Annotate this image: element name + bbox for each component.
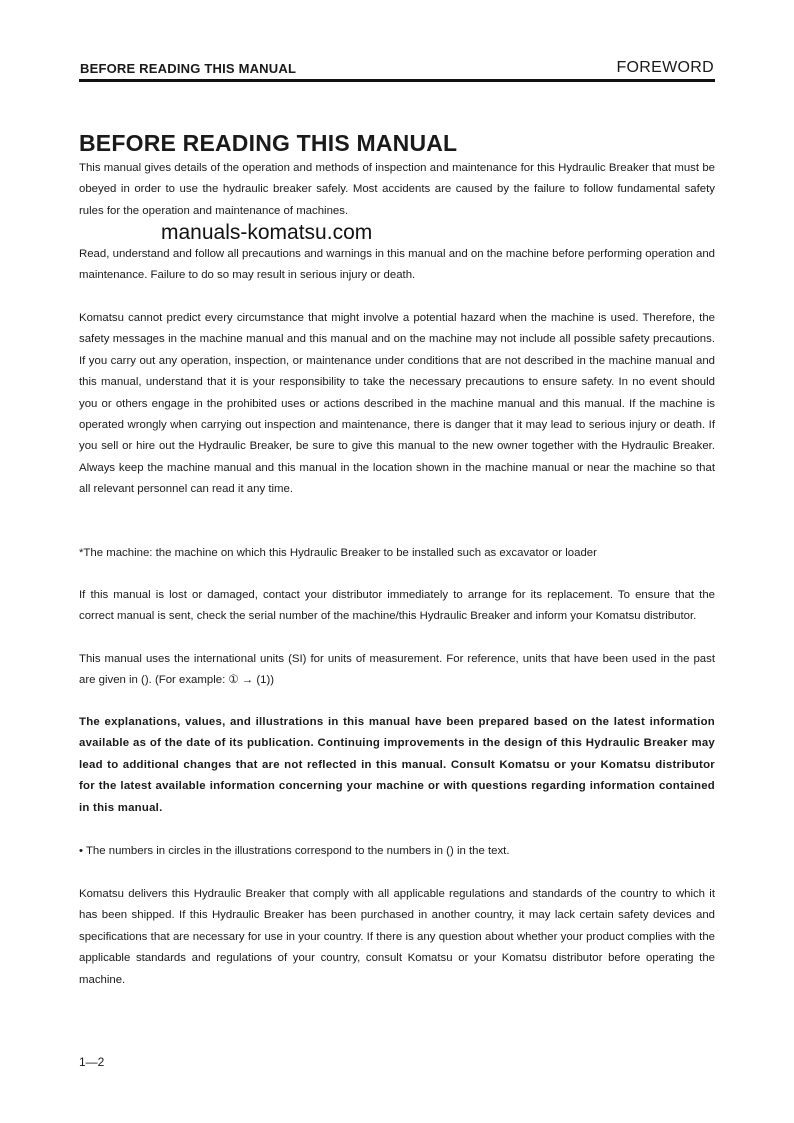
paragraph-units: This manual uses the international units (SI) for units of measurement. For reference, units that have been used in the past are given in (). (For example: ① → (1)) [79,653,715,687]
paragraph-regulations: Komatsu delivers this Hydraulic Breaker that comply with all applicable regulations and standards of the country to which it has been shipped. If this Hydraulic Breaker has been purchased in another country, it may lack certain safety devices and specifications that are necessary for use in your country. If there is any question about whether your product complies with the applicable standards and regulations of your country, consult Komatsu or your Komatsu distributor before operating the machine. [79,888,715,986]
running-header-section-title: BEFORE READING THIS MANUAL [80,61,297,76]
paragraph-machine-definition: *The machine: the machine on which this Hydraulic Breaker to be installed such as excavator or loader [79,547,597,559]
paragraph-hazard-circumstances: Komatsu cannot predict every circumstance that might involve a potential hazard when the machine is used. Therefore, the safety messages in the machine manual and this manual and on the machine may not include all possible safety precautions. If you carry out any operation, inspection, or maintenance under conditions that are not described in the machine manual and this manual, understand that it is your responsibility to take the necessary precautions to ensure safety. In no event should you or others engage in the prohibited uses or actions described in the machine manual and this manual. If the machine is operated wrongly when carrying out inspection and maintenance, there is danger that it may lead to serious injury or death. If you sell or hire out the Hydraulic Breaker, be sure to give this manual to the new owner together with the Hydraulic Breaker. Always keep the machine manual and this manual in the location shown in the machine manual or near the machine so that all relevant personnel can read it any time. [79,312,715,496]
paragraph-latest-information: The explanations, values, and illustrations in this manual have been prepared based on the latest information available as of the date of its publication. Continuing improvements in the design of this Hydraulic Breaker may lead to additional changes that are not reflected in this manual. Consult Komatsu or your Komatsu distributor for the latest available information concerning your machine or with questions regarding information contained in this manual. [79,716,715,814]
page-title: BEFORE READING THIS MANUAL [79,130,458,156]
paragraph-circled-numbers: • The numbers in circles in the illustrations correspond to the numbers in () in the text. [79,845,510,857]
paragraph-lost-manual: If this manual is lost or damaged, contact your distributor immediately to arrange for its replacement. To ensure that the correct manual is sent, check the serial number of the machine/this Hydraulic Breaker and inform your Komatsu distributor. [79,589,715,623]
header-divider [79,79,715,82]
paragraph-intro: This manual gives details of the operation and methods of inspection and maintenance for this Hydraulic Breaker that must be obeyed in order to use the hydraulic breaker safely. Most accidents are caused by the failure to follow fundamental safety rules for the operation and maintenance of machines. [79,162,715,217]
page-number: 1—2 [79,1055,105,1069]
paragraph-read-understand: Read, understand and follow all precautions and warnings in this manual and on the machine before performing operation and maintenance. Failure to do so may result in serious injury or death. [79,248,715,282]
running-header-chapter-title: FOREWORD [616,59,714,76]
watermark-text: manuals-komatsu.com [161,221,373,244]
